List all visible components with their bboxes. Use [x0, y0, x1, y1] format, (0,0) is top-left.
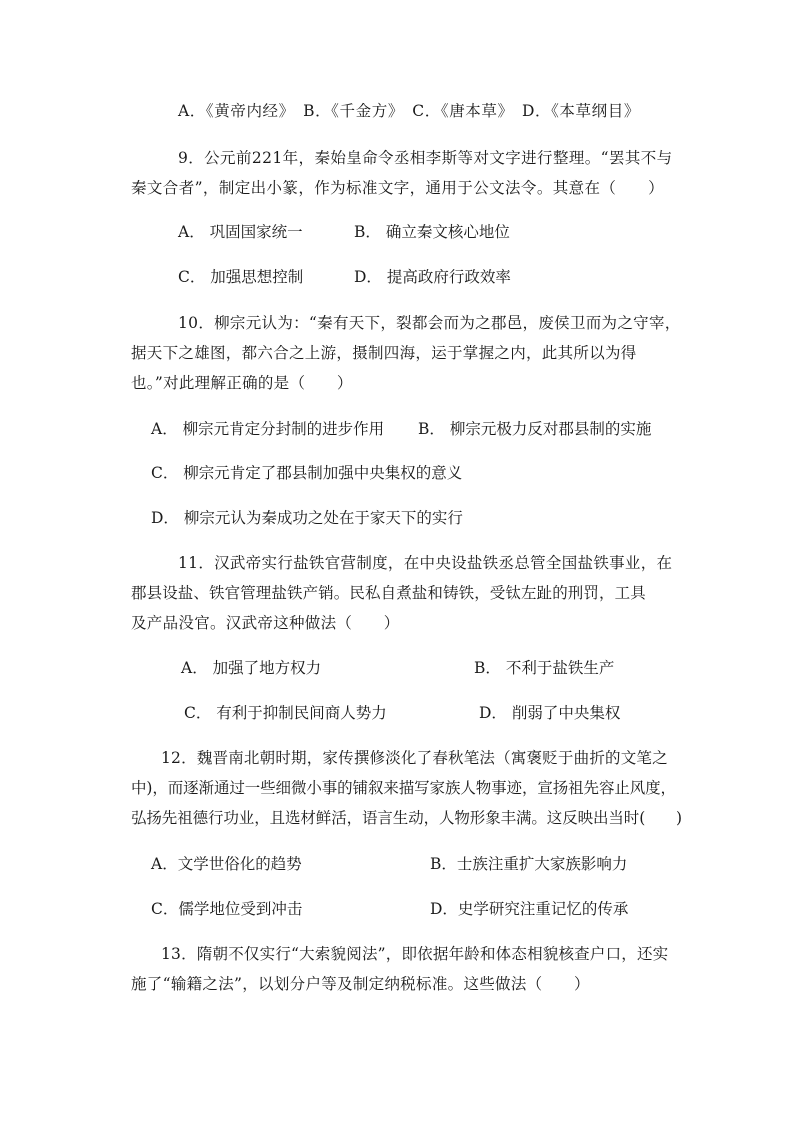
q11-option-c: C． 有利于抑制民间商人势力 [184, 704, 387, 722]
q9-option-b: B． 确立秦文核心地位 [354, 223, 510, 241]
q10-option-d: D． 柳宗元认为秦成功之处在于家天下的实行 [151, 509, 463, 527]
q11-option-b: B． 不利于盐铁生产 [474, 659, 615, 677]
q9-stem-line1: 9．公元前221年，秦始皇命令丞相李斯等对文字进行整理。“罢其不与 [178, 149, 673, 167]
q12-stem-line2: 中)，而逐渐通过一些细微小事的铺叙来描写家族人物事迹，宣扬祖先容止风度， [131, 779, 676, 797]
q11-stem-line2: 郡县设盐、铁官管理盐铁产销。民私自煮盐和铸铁，受钛左趾的刑罚，工具 [131, 584, 646, 602]
q12-stem-line3: 弘扬先祖德行功业，且选材鲜活，语言生动，人物形象丰满。这反映出当时( ) [131, 809, 682, 827]
q13-stem-line1: 13．隋朝不仅实行“大索貌阅法”，即依据年龄和体态相貌核查户口，还实 [161, 945, 669, 963]
q9-stem-line2: 秦文合者”，制定出小篆，作为标准文字，通用于公文法令。其意在（ ） [131, 179, 665, 197]
q10-option-b: B． 柳宗元极力反对郡县制的实施 [418, 420, 652, 438]
q10-stem-line2: 据天下之雄图，都六合之上游，摄制四海，运于掌握之内，此其所以为得 [131, 344, 637, 362]
q12-option-c: C．儒学地位受到冲击 [151, 900, 303, 918]
q11-option-d: D． 削弱了中央集权 [479, 704, 621, 722]
q8-options: A．《黄帝内经》 B．《千金方》 C．《唐本草》 D．《本草纲目》 [178, 102, 640, 120]
q9-option-d: D． 提高政府行政效率 [354, 268, 511, 286]
q13-stem-line2: 施了“输籍之法”，以划分户等及制定纳税标准。这些做法（ ） [131, 975, 590, 993]
q12-option-a: A．文学世俗化的趋势 [151, 855, 302, 873]
q11-stem-line1: 11．汉武帝实行盐铁官营制度，在中央设盐铁丞总管全国盐铁事业，在 [178, 554, 673, 572]
q12-option-d: D．史学研究注重记忆的传承 [430, 900, 629, 918]
q10-stem-line3: 也。”对此理解正确的是（ ） [131, 374, 353, 392]
q11-option-a: A． 加强了地方权力 [181, 659, 322, 677]
q11-stem-line3: 及产品没官。汉武帝这种做法（ ） [131, 614, 400, 632]
q10-stem-line1: 10．柳宗元认为：“秦有天下，裂都会而为之郡邑，废侯卫而为之守宰， [178, 314, 681, 332]
q12-stem-line1: 12．魏晋南北朝时期，家传撰修淡化了春秋笔法（寓褒贬于曲折的文笔之 [161, 749, 668, 767]
q9-option-a: A． 巩固国家统一 [178, 223, 303, 241]
q9-option-c: C． 加强思想控制 [178, 268, 304, 286]
q10-option-a: A． 柳宗元肯定分封制的进步作用 [151, 420, 385, 438]
q10-option-c: C． 柳宗元肯定了郡县制加强中央集权的意义 [151, 464, 463, 482]
q12-option-b: B．士族注重扩大家族影响力 [430, 855, 628, 873]
